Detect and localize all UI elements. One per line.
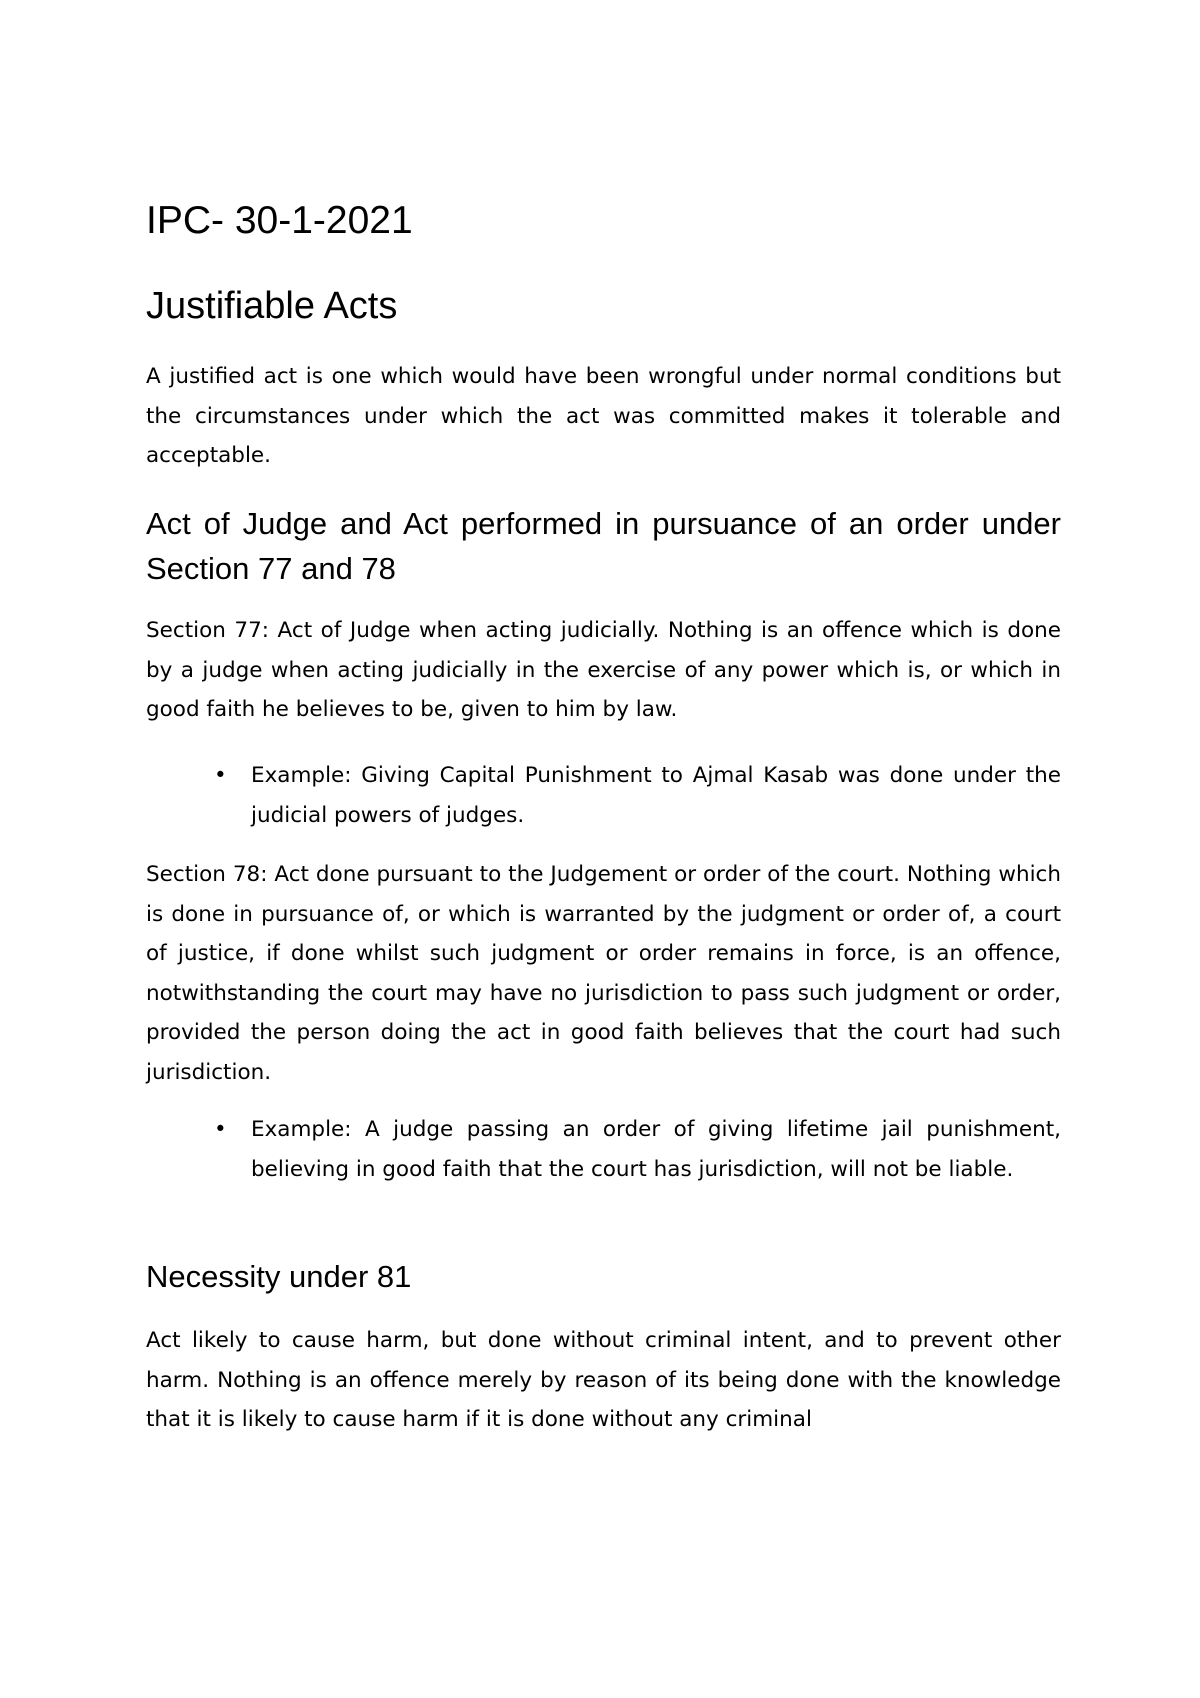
bullet-text: Example: A judge passing an order of giving lifetime jail punishment, believing in good faith that the court has jurisdiction, will not be liable. [251, 1117, 1061, 1182]
paragraph-section-78: Section 78: Act done pursuant to the Judgement or order of the court. Nothing which is done in pursuance of, or which is warranted by the judgment or order of, a court of justice, if done whilst such judgment or order remains in force, is an offence, notwithstanding the court may have no jurisdiction to pass such judgment or order, provided the person doing the act in good faith believes that the court had such jurisdiction. [146, 862, 1061, 1085]
paragraph-justified-act: A justified act is one which would have been wrongful under normal conditions but the circumstances under which the act was committed makes it tolerable and acceptable. [146, 364, 1061, 468]
paragraph-section-77: Section 77: Act of Judge when acting judicially. Nothing is an offence which is done by a judge when acting judicially in the exercise of any power which is, or which in good faith he believes to be, given to him by law. [146, 618, 1061, 722]
bullet-icon: • [214, 1117, 227, 1142]
heading-necessity: Necessity under 81 [146, 1259, 412, 1294]
document-title: IPC- 30-1-2021 [146, 199, 413, 242]
heading-justifiable-acts: Justifiable Acts [146, 285, 398, 327]
bullet-icon: • [214, 763, 227, 788]
paragraph-necessity: Act likely to cause harm, but done without criminal intent, and to prevent other harm. Nothing is an offence merely by reason of its being done with the knowledge that it is likely to cause harm if it is done without any criminal [146, 1328, 1061, 1432]
bullet-text: Example: Giving Capital Punishment to Ajmal Kasab was done under the judicial powers of judges. [251, 763, 1061, 828]
heading-act-of-judge: Act of Judge and Act performed in pursuance of an order under Section 77 and 78 [146, 506, 1061, 586]
